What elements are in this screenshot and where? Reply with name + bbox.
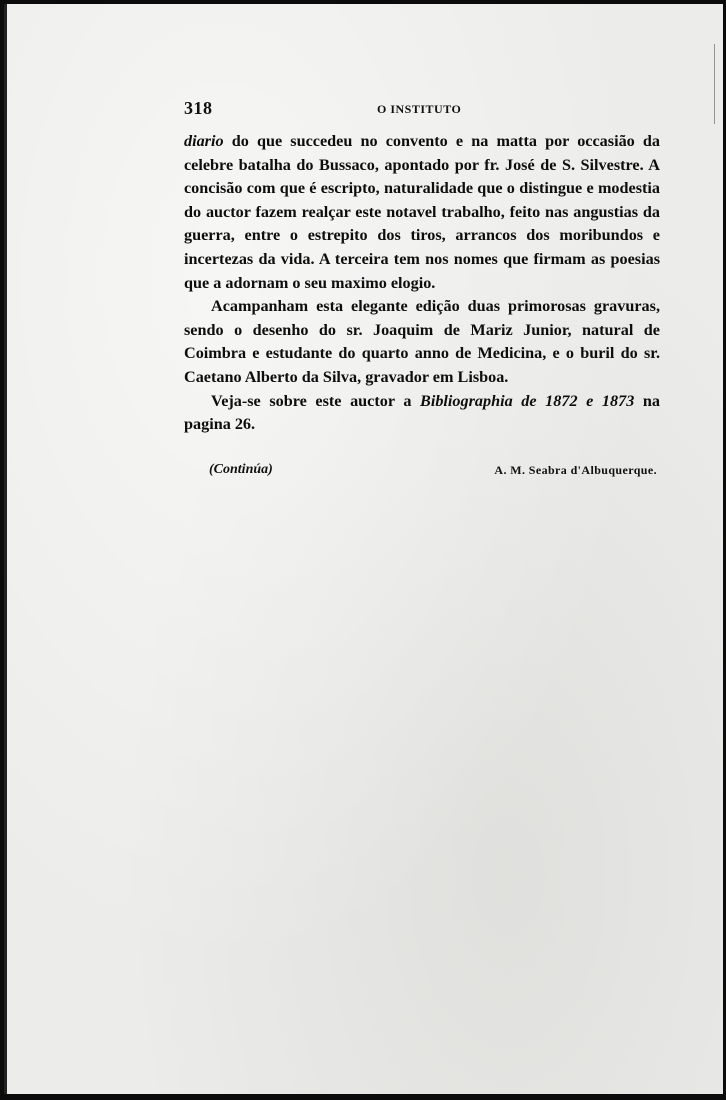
continua-note: (Continúa) bbox=[209, 462, 273, 477]
paragraph-2: Acampanham esta elegante edição duas primorosas gravuras, sendo o desenho do sr. Joaquim de Mariz Junior, natural de Coimbra e estudante do quarto anno de Medicina, e o buril do sr. Caetano Alberto da Silva, gravador em Lisboa. bbox=[184, 297, 660, 386]
page-sheet bbox=[4, 4, 723, 1094]
bibliography-title: Bibliographia de 1872 e 1873 bbox=[420, 391, 635, 410]
signature-row bbox=[207, 462, 657, 480]
paragraph-3 bbox=[184, 390, 660, 437]
body-text bbox=[184, 130, 660, 437]
paragraph-1-text: do que succedeu no convento e na matta por occasião da celebre batalha do Bussaco, apontado por fr. José de S. Silvestre. A concisão com que é escripto, naturalidade que o distingue e modestia do auctor fazem realçar este notavel trabalho, feito nas angustias da guerra, entre o estrepito dos tiros, arrancos dos moribundos e incertezas da vida. A terceira tem nos nomes que firmam as poesias que a adornam o seu maximo elogio. bbox=[184, 132, 660, 292]
paragraph-1 bbox=[184, 130, 660, 295]
italic-word: diario bbox=[184, 132, 224, 150]
page-number: 318 bbox=[184, 98, 213, 118]
paragraph-3-start: Veja-se sobre este auctor a bbox=[211, 391, 421, 410]
running-title: O INSTITUTO bbox=[377, 102, 462, 116]
paragraph-3-end: na pagina 26. bbox=[184, 391, 660, 434]
page-edge bbox=[696, 44, 715, 124]
page-header bbox=[182, 98, 662, 120]
author-signature: A. M. Seabra d'Albuquerque. bbox=[494, 463, 657, 477]
